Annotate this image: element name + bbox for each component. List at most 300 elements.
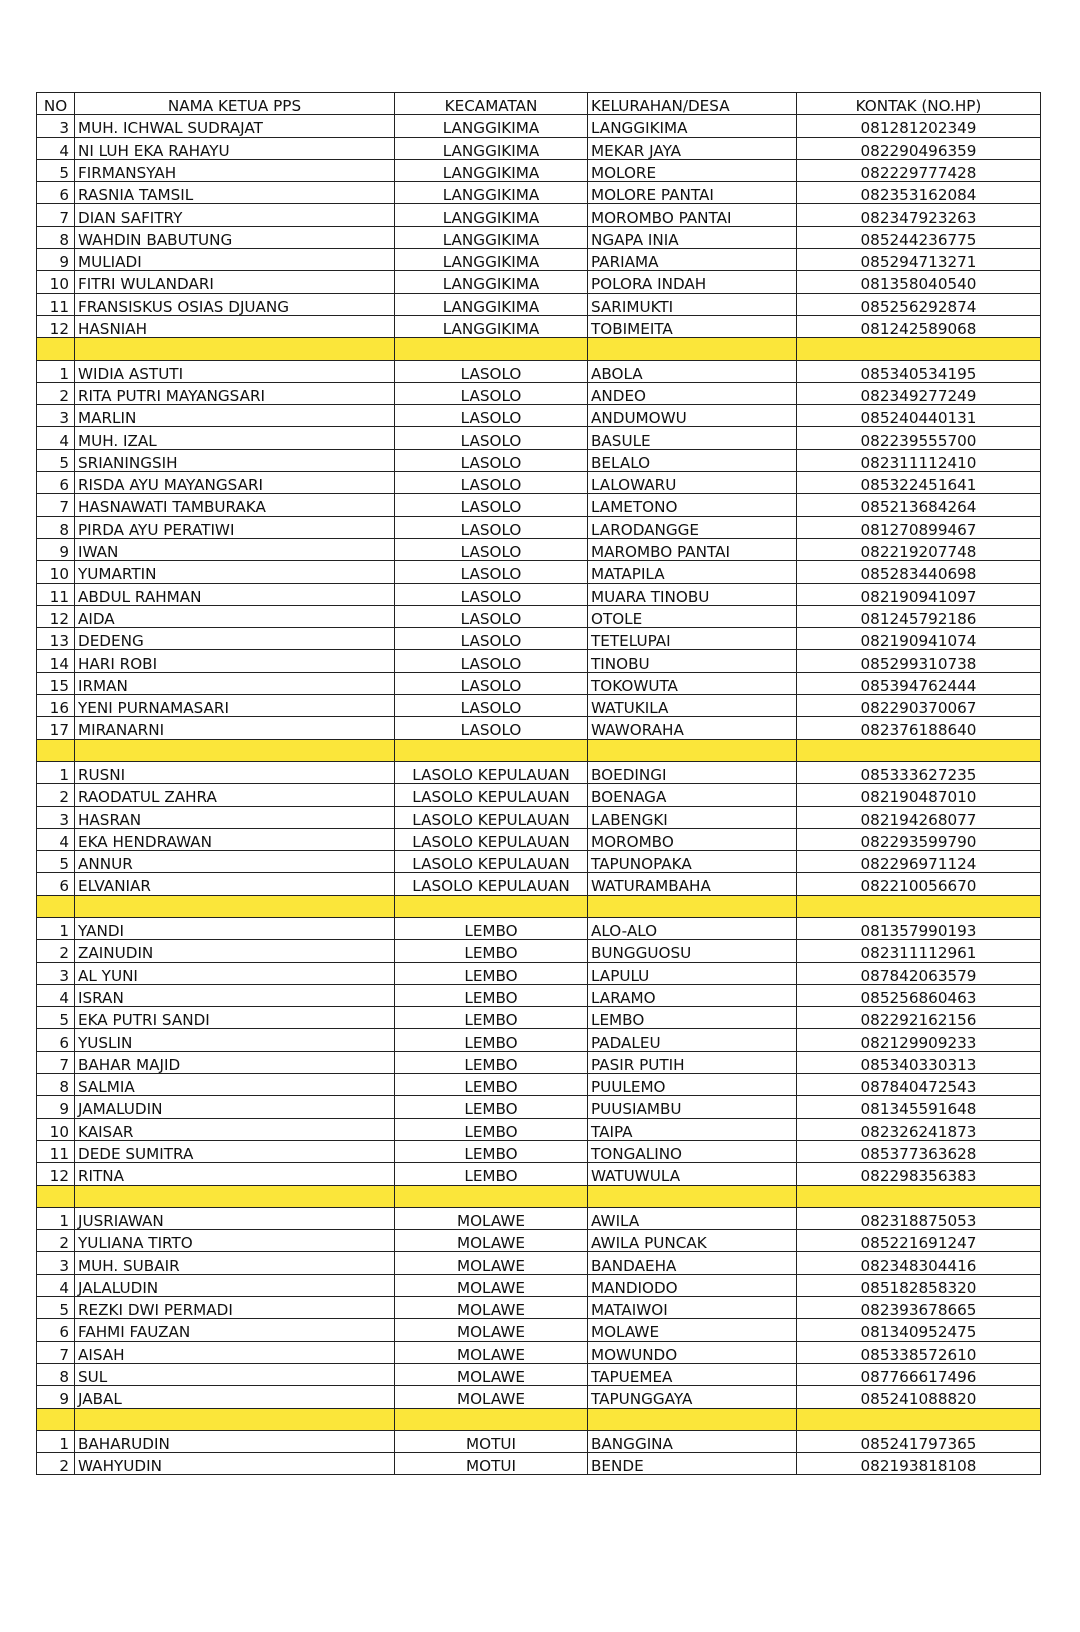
chair-name: WAHDIN BABUTUNG (75, 226, 395, 248)
separator-cell (395, 1408, 588, 1430)
kecamatan-cell: LANGGIKIMA (395, 137, 588, 159)
kelurahan-cell: PUUSIAMBU (588, 1096, 797, 1118)
kelurahan-cell: MUARA TINOBU (588, 583, 797, 605)
row-number: 4 (37, 1274, 75, 1296)
contact-number: 082193818108 (797, 1453, 1041, 1475)
contact-number: 081281202349 (797, 115, 1041, 137)
row-number: 5 (37, 159, 75, 181)
table-row (37, 1363, 1041, 1385)
table-row (37, 784, 1041, 806)
table-row (37, 1096, 1041, 1118)
table-row (37, 717, 1041, 739)
contact-number: 085182858320 (797, 1274, 1041, 1296)
row-number: 4 (37, 984, 75, 1006)
chair-name: FIRMANSYAH (75, 159, 395, 181)
row-number: 12 (37, 1163, 75, 1185)
row-number: 8 (37, 1074, 75, 1096)
row-number: 12 (37, 315, 75, 337)
kecamatan-cell: LANGGIKIMA (395, 182, 588, 204)
separator-cell (37, 1185, 75, 1207)
row-number: 4 (37, 137, 75, 159)
chair-name: BAHARUDIN (75, 1430, 395, 1452)
contact-number: 082190941097 (797, 583, 1041, 605)
kecamatan-cell: LEMBO (395, 962, 588, 984)
row-number: 11 (37, 1140, 75, 1162)
row-number: 7 (37, 204, 75, 226)
table-body (37, 115, 1041, 1475)
kecamatan-cell: LASOLO (395, 427, 588, 449)
chair-name: DEDENG (75, 628, 395, 650)
kecamatan-cell: LASOLO (395, 449, 588, 471)
contact-number: 082347923263 (797, 204, 1041, 226)
separator-cell (395, 338, 588, 360)
row-number: 10 (37, 1118, 75, 1140)
kecamatan-cell: LASOLO (395, 360, 588, 382)
kelurahan-cell: BOENAGA (588, 784, 797, 806)
chair-name: MARLIN (75, 405, 395, 427)
contact-number: 087840472543 (797, 1074, 1041, 1096)
row-number: 5 (37, 449, 75, 471)
contact-number: 082349277249 (797, 382, 1041, 404)
separator-cell (588, 1408, 797, 1430)
chair-name: MIRANARNI (75, 717, 395, 739)
chair-name: DEDE SUMITRA (75, 1140, 395, 1162)
separator-cell (37, 1408, 75, 1430)
contact-number: 085283440698 (797, 561, 1041, 583)
table-row (37, 940, 1041, 962)
kelurahan-cell: LALOWARU (588, 472, 797, 494)
kecamatan-cell: LEMBO (395, 984, 588, 1006)
separator-cell (395, 895, 588, 917)
row-number: 7 (37, 494, 75, 516)
row-number: 2 (37, 940, 75, 962)
kecamatan-cell: MOLAWE (395, 1363, 588, 1385)
kelurahan-cell: LANGGIKIMA (588, 115, 797, 137)
kecamatan-cell: LANGGIKIMA (395, 226, 588, 248)
table-row (37, 159, 1041, 181)
kecamatan-cell: LASOLO (395, 628, 588, 650)
contact-number: 082194268077 (797, 806, 1041, 828)
kelurahan-cell: MAROMBO PANTAI (588, 538, 797, 560)
row-number: 8 (37, 226, 75, 248)
contact-number: 082376188640 (797, 717, 1041, 739)
table-row (37, 828, 1041, 850)
table-row (37, 1007, 1041, 1029)
kecamatan-cell: LEMBO (395, 1096, 588, 1118)
separator-cell (797, 895, 1041, 917)
contact-number: 085340330313 (797, 1051, 1041, 1073)
contact-number: 085299310738 (797, 650, 1041, 672)
kecamatan-cell: LASOLO (395, 561, 588, 583)
separator-cell (588, 895, 797, 917)
table-row (37, 137, 1041, 159)
table-row (37, 293, 1041, 315)
table-row (37, 271, 1041, 293)
contact-number: 082190487010 (797, 784, 1041, 806)
row-number: 6 (37, 182, 75, 204)
kelurahan-cell: MOROMBO (588, 828, 797, 850)
kecamatan-cell: LASOLO KEPULAUAN (395, 851, 588, 873)
table-row (37, 628, 1041, 650)
row-number: 5 (37, 1007, 75, 1029)
kelurahan-cell: MOROMBO PANTAI (588, 204, 797, 226)
kecamatan-cell: LASOLO (395, 538, 588, 560)
kelurahan-cell: LARAMO (588, 984, 797, 1006)
table-row (37, 226, 1041, 248)
kecamatan-cell: MOLAWE (395, 1297, 588, 1319)
table-row (37, 984, 1041, 1006)
chair-name: HASRAN (75, 806, 395, 828)
chair-name: YUSLIN (75, 1029, 395, 1051)
kelurahan-cell: POLORA INDAH (588, 271, 797, 293)
header-kecamatan: KECAMATAN (395, 93, 588, 115)
row-number: 5 (37, 1297, 75, 1319)
kelurahan-cell: ANDUMOWU (588, 405, 797, 427)
kelurahan-cell: OTOLE (588, 605, 797, 627)
kelurahan-cell: LABENGKI (588, 806, 797, 828)
kelurahan-cell: TETELUPAI (588, 628, 797, 650)
contact-number: 082190941074 (797, 628, 1041, 650)
kecamatan-cell: LASOLO (395, 605, 588, 627)
row-number: 7 (37, 1341, 75, 1363)
kecamatan-cell: LASOLO (395, 472, 588, 494)
chair-name: WAHYUDIN (75, 1453, 395, 1475)
row-number: 11 (37, 293, 75, 315)
kecamatan-cell: MOLAWE (395, 1230, 588, 1252)
group-separator-row (37, 338, 1041, 360)
kelurahan-cell: BOEDINGI (588, 761, 797, 783)
kelurahan-cell: MATAPILA (588, 561, 797, 583)
table-row (37, 1118, 1041, 1140)
kelurahan-cell: TAPUNOPAKA (588, 851, 797, 873)
table-row (37, 315, 1041, 337)
kelurahan-cell: MANDIODO (588, 1274, 797, 1296)
kecamatan-cell: LEMBO (395, 940, 588, 962)
table-row (37, 873, 1041, 895)
chair-name: HASNIAH (75, 315, 395, 337)
chair-name: MUH. SUBAIR (75, 1252, 395, 1274)
table-row (37, 1163, 1041, 1185)
kelurahan-cell: BUNGGUOSU (588, 940, 797, 962)
kelurahan-cell: AWILA PUNCAK (588, 1230, 797, 1252)
kecamatan-cell: MOLAWE (395, 1207, 588, 1229)
table-row (37, 583, 1041, 605)
kelurahan-cell: TAIPA (588, 1118, 797, 1140)
kelurahan-cell: ANDEO (588, 382, 797, 404)
table-row (37, 1029, 1041, 1051)
table-row (37, 1051, 1041, 1073)
chair-name: ISRAN (75, 984, 395, 1006)
chair-name: ANNUR (75, 851, 395, 873)
separator-cell (588, 338, 797, 360)
chair-name: AISAH (75, 1341, 395, 1363)
row-number: 9 (37, 1386, 75, 1408)
kecamatan-cell: LANGGIKIMA (395, 204, 588, 226)
row-number: 9 (37, 1096, 75, 1118)
group-separator-row (37, 1185, 1041, 1207)
contact-number: 085394762444 (797, 672, 1041, 694)
row-number: 12 (37, 605, 75, 627)
contact-number: 082311112410 (797, 449, 1041, 471)
chair-name: JUSRIAWAN (75, 1207, 395, 1229)
kelurahan-cell: LAPULU (588, 962, 797, 984)
row-number: 10 (37, 561, 75, 583)
group-separator-row (37, 895, 1041, 917)
row-number: 6 (37, 472, 75, 494)
row-number: 3 (37, 962, 75, 984)
chair-name: RASNIA TAMSIL (75, 182, 395, 204)
row-number: 1 (37, 1430, 75, 1452)
kecamatan-cell: LASOLO (395, 672, 588, 694)
kelurahan-cell: PARIAMA (588, 249, 797, 271)
row-number: 1 (37, 917, 75, 939)
chair-name: YULIANA TIRTO (75, 1230, 395, 1252)
chair-name: IWAN (75, 538, 395, 560)
table-row (37, 538, 1041, 560)
kelurahan-cell: PUULEMO (588, 1074, 797, 1096)
row-number: 9 (37, 249, 75, 271)
kecamatan-cell: LASOLO (395, 583, 588, 605)
separator-cell (37, 338, 75, 360)
kelurahan-cell: WATURAMBAHA (588, 873, 797, 895)
kelurahan-cell: BANDAEHA (588, 1252, 797, 1274)
separator-cell (797, 1185, 1041, 1207)
row-number: 13 (37, 628, 75, 650)
chair-name: KAISAR (75, 1118, 395, 1140)
table-row (37, 605, 1041, 627)
kecamatan-cell: LEMBO (395, 1051, 588, 1073)
kelurahan-cell: TOKOWUTA (588, 672, 797, 694)
kelurahan-cell: PADALEU (588, 1029, 797, 1051)
kelurahan-cell: LAMETONO (588, 494, 797, 516)
contact-number: 085294713271 (797, 249, 1041, 271)
table-row (37, 1319, 1041, 1341)
kecamatan-cell: LEMBO (395, 1074, 588, 1096)
row-number: 2 (37, 1230, 75, 1252)
chair-name: REZKI DWI PERMADI (75, 1297, 395, 1319)
chair-name: YANDI (75, 917, 395, 939)
chair-name: JAMALUDIN (75, 1096, 395, 1118)
row-number: 1 (37, 360, 75, 382)
contact-number: 081345591648 (797, 1096, 1041, 1118)
table-row (37, 695, 1041, 717)
kecamatan-cell: MOLAWE (395, 1386, 588, 1408)
contact-number: 082318875053 (797, 1207, 1041, 1229)
chair-name: JABAL (75, 1386, 395, 1408)
kelurahan-cell: BENDE (588, 1453, 797, 1475)
kecamatan-cell: LEMBO (395, 1007, 588, 1029)
kecamatan-cell: MOLAWE (395, 1341, 588, 1363)
chair-name: YUMARTIN (75, 561, 395, 583)
table-row (37, 962, 1041, 984)
contact-number: 085244236775 (797, 226, 1041, 248)
kelurahan-cell: MOLORE PANTAI (588, 182, 797, 204)
chair-name: WIDIA ASTUTI (75, 360, 395, 382)
table-row (37, 1140, 1041, 1162)
table-row (37, 1274, 1041, 1296)
table-row (37, 650, 1041, 672)
separator-cell (797, 739, 1041, 761)
table-row (37, 449, 1041, 471)
contact-number: 085333627235 (797, 761, 1041, 783)
row-number: 11 (37, 583, 75, 605)
kelurahan-cell: LARODANGGE (588, 516, 797, 538)
kelurahan-cell: MOWUNDO (588, 1341, 797, 1363)
contact-number: 085256860463 (797, 984, 1041, 1006)
chair-name: MUH. IZAL (75, 427, 395, 449)
pps-chair-table (36, 92, 1041, 1475)
row-number: 10 (37, 271, 75, 293)
kecamatan-cell: MOTUI (395, 1453, 588, 1475)
table-row (37, 851, 1041, 873)
contact-number: 082290496359 (797, 137, 1041, 159)
separator-cell (588, 739, 797, 761)
kecamatan-cell: LEMBO (395, 1163, 588, 1185)
table-row (37, 494, 1041, 516)
kecamatan-cell: LASOLO KEPULAUAN (395, 761, 588, 783)
contact-number: 082293599790 (797, 828, 1041, 850)
chair-name: FITRI WULANDARI (75, 271, 395, 293)
kelurahan-cell: ALO-ALO (588, 917, 797, 939)
kecamatan-cell: LANGGIKIMA (395, 315, 588, 337)
separator-cell (797, 1408, 1041, 1430)
row-number: 17 (37, 717, 75, 739)
kelurahan-cell: NGAPA INIA (588, 226, 797, 248)
kelurahan-cell: MATAIWOI (588, 1297, 797, 1319)
chair-name: ABDUL RAHMAN (75, 583, 395, 605)
kecamatan-cell: LANGGIKIMA (395, 159, 588, 181)
row-number: 14 (37, 650, 75, 672)
chair-name: NI LUH EKA RAHAYU (75, 137, 395, 159)
table-row (37, 806, 1041, 828)
table-row (37, 917, 1041, 939)
row-number: 1 (37, 1207, 75, 1229)
header-nama: NAMA KETUA PPS (75, 93, 395, 115)
contact-number: 082326241873 (797, 1118, 1041, 1140)
row-number: 8 (37, 1363, 75, 1385)
table-row (37, 1341, 1041, 1363)
contact-number: 085322451641 (797, 472, 1041, 494)
contact-number: 085241797365 (797, 1430, 1041, 1452)
separator-cell (75, 338, 395, 360)
contact-number: 085221691247 (797, 1230, 1041, 1252)
contact-number: 082311112961 (797, 940, 1041, 962)
chair-name: ZAINUDIN (75, 940, 395, 962)
chair-name: SRIANINGSIH (75, 449, 395, 471)
kecamatan-cell: MOLAWE (395, 1252, 588, 1274)
header-row (37, 93, 1041, 115)
kelurahan-cell: PASIR PUTIH (588, 1051, 797, 1073)
contact-number: 081242589068 (797, 315, 1041, 337)
table-row (37, 1230, 1041, 1252)
kecamatan-cell: LANGGIKIMA (395, 249, 588, 271)
row-number: 15 (37, 672, 75, 694)
row-number: 6 (37, 1319, 75, 1341)
table-row (37, 249, 1041, 271)
kecamatan-cell: LASOLO (395, 717, 588, 739)
table-row (37, 182, 1041, 204)
row-number: 6 (37, 1029, 75, 1051)
chair-name: SALMIA (75, 1074, 395, 1096)
table-row (37, 1430, 1041, 1452)
separator-cell (75, 739, 395, 761)
kecamatan-cell: LASOLO (395, 382, 588, 404)
kelurahan-cell: TONGALINO (588, 1140, 797, 1162)
row-number: 3 (37, 115, 75, 137)
contact-number: 082219207748 (797, 538, 1041, 560)
row-number: 8 (37, 516, 75, 538)
kelurahan-cell: LEMBO (588, 1007, 797, 1029)
row-number: 2 (37, 382, 75, 404)
contact-number: 082229777428 (797, 159, 1041, 181)
table-row (37, 1074, 1041, 1096)
kecamatan-cell: LEMBO (395, 1029, 588, 1051)
contact-number: 082393678665 (797, 1297, 1041, 1319)
row-number: 1 (37, 761, 75, 783)
kecamatan-cell: MOLAWE (395, 1319, 588, 1341)
separator-cell (75, 1185, 395, 1207)
contact-number: 082298356383 (797, 1163, 1041, 1185)
header-kontak: KONTAK (NO.HP) (797, 93, 1041, 115)
header-no: NO (37, 93, 75, 115)
row-number: 4 (37, 427, 75, 449)
contact-number: 081270899467 (797, 516, 1041, 538)
contact-number: 085240440131 (797, 405, 1041, 427)
row-number: 3 (37, 1252, 75, 1274)
chair-name: JALALUDIN (75, 1274, 395, 1296)
chair-name: RAODATUL ZAHRA (75, 784, 395, 806)
separator-cell (395, 1185, 588, 1207)
contact-number: 082239555700 (797, 427, 1041, 449)
table-row (37, 204, 1041, 226)
chair-name: BAHAR MAJID (75, 1051, 395, 1073)
separator-cell (37, 895, 75, 917)
row-number: 3 (37, 806, 75, 828)
kecamatan-cell: LEMBO (395, 1118, 588, 1140)
kelurahan-cell: SARIMUKTI (588, 293, 797, 315)
header-kelurahan: KELURAHAN/DESA (588, 93, 797, 115)
chair-name: HASNAWATI TAMBURAKA (75, 494, 395, 516)
table-row (37, 561, 1041, 583)
separator-cell (797, 338, 1041, 360)
row-number: 4 (37, 828, 75, 850)
kelurahan-cell: BELALO (588, 449, 797, 471)
table-row (37, 1252, 1041, 1274)
contact-number: 081357990193 (797, 917, 1041, 939)
row-number: 5 (37, 851, 75, 873)
kecamatan-cell: LASOLO (395, 695, 588, 717)
kelurahan-cell: BASULE (588, 427, 797, 449)
contact-number: 082210056670 (797, 873, 1041, 895)
kecamatan-cell: LASOLO (395, 516, 588, 538)
chair-name: MUH. ICHWAL SUDRAJAT (75, 115, 395, 137)
contact-number: 085256292874 (797, 293, 1041, 315)
table-row (37, 1297, 1041, 1319)
kelurahan-cell: WAWORAHA (588, 717, 797, 739)
kecamatan-cell: LASOLO KEPULAUAN (395, 873, 588, 895)
group-separator-row (37, 1408, 1041, 1430)
kelurahan-cell: TOBIMEITA (588, 315, 797, 337)
kecamatan-cell: LASOLO (395, 494, 588, 516)
kecamatan-cell: MOLAWE (395, 1274, 588, 1296)
contact-number: 085241088820 (797, 1386, 1041, 1408)
table-row (37, 360, 1041, 382)
chair-name: RITA PUTRI MAYANGSARI (75, 382, 395, 404)
table-row (37, 1453, 1041, 1475)
row-number: 2 (37, 784, 75, 806)
table-row (37, 405, 1041, 427)
contact-number: 082348304416 (797, 1252, 1041, 1274)
